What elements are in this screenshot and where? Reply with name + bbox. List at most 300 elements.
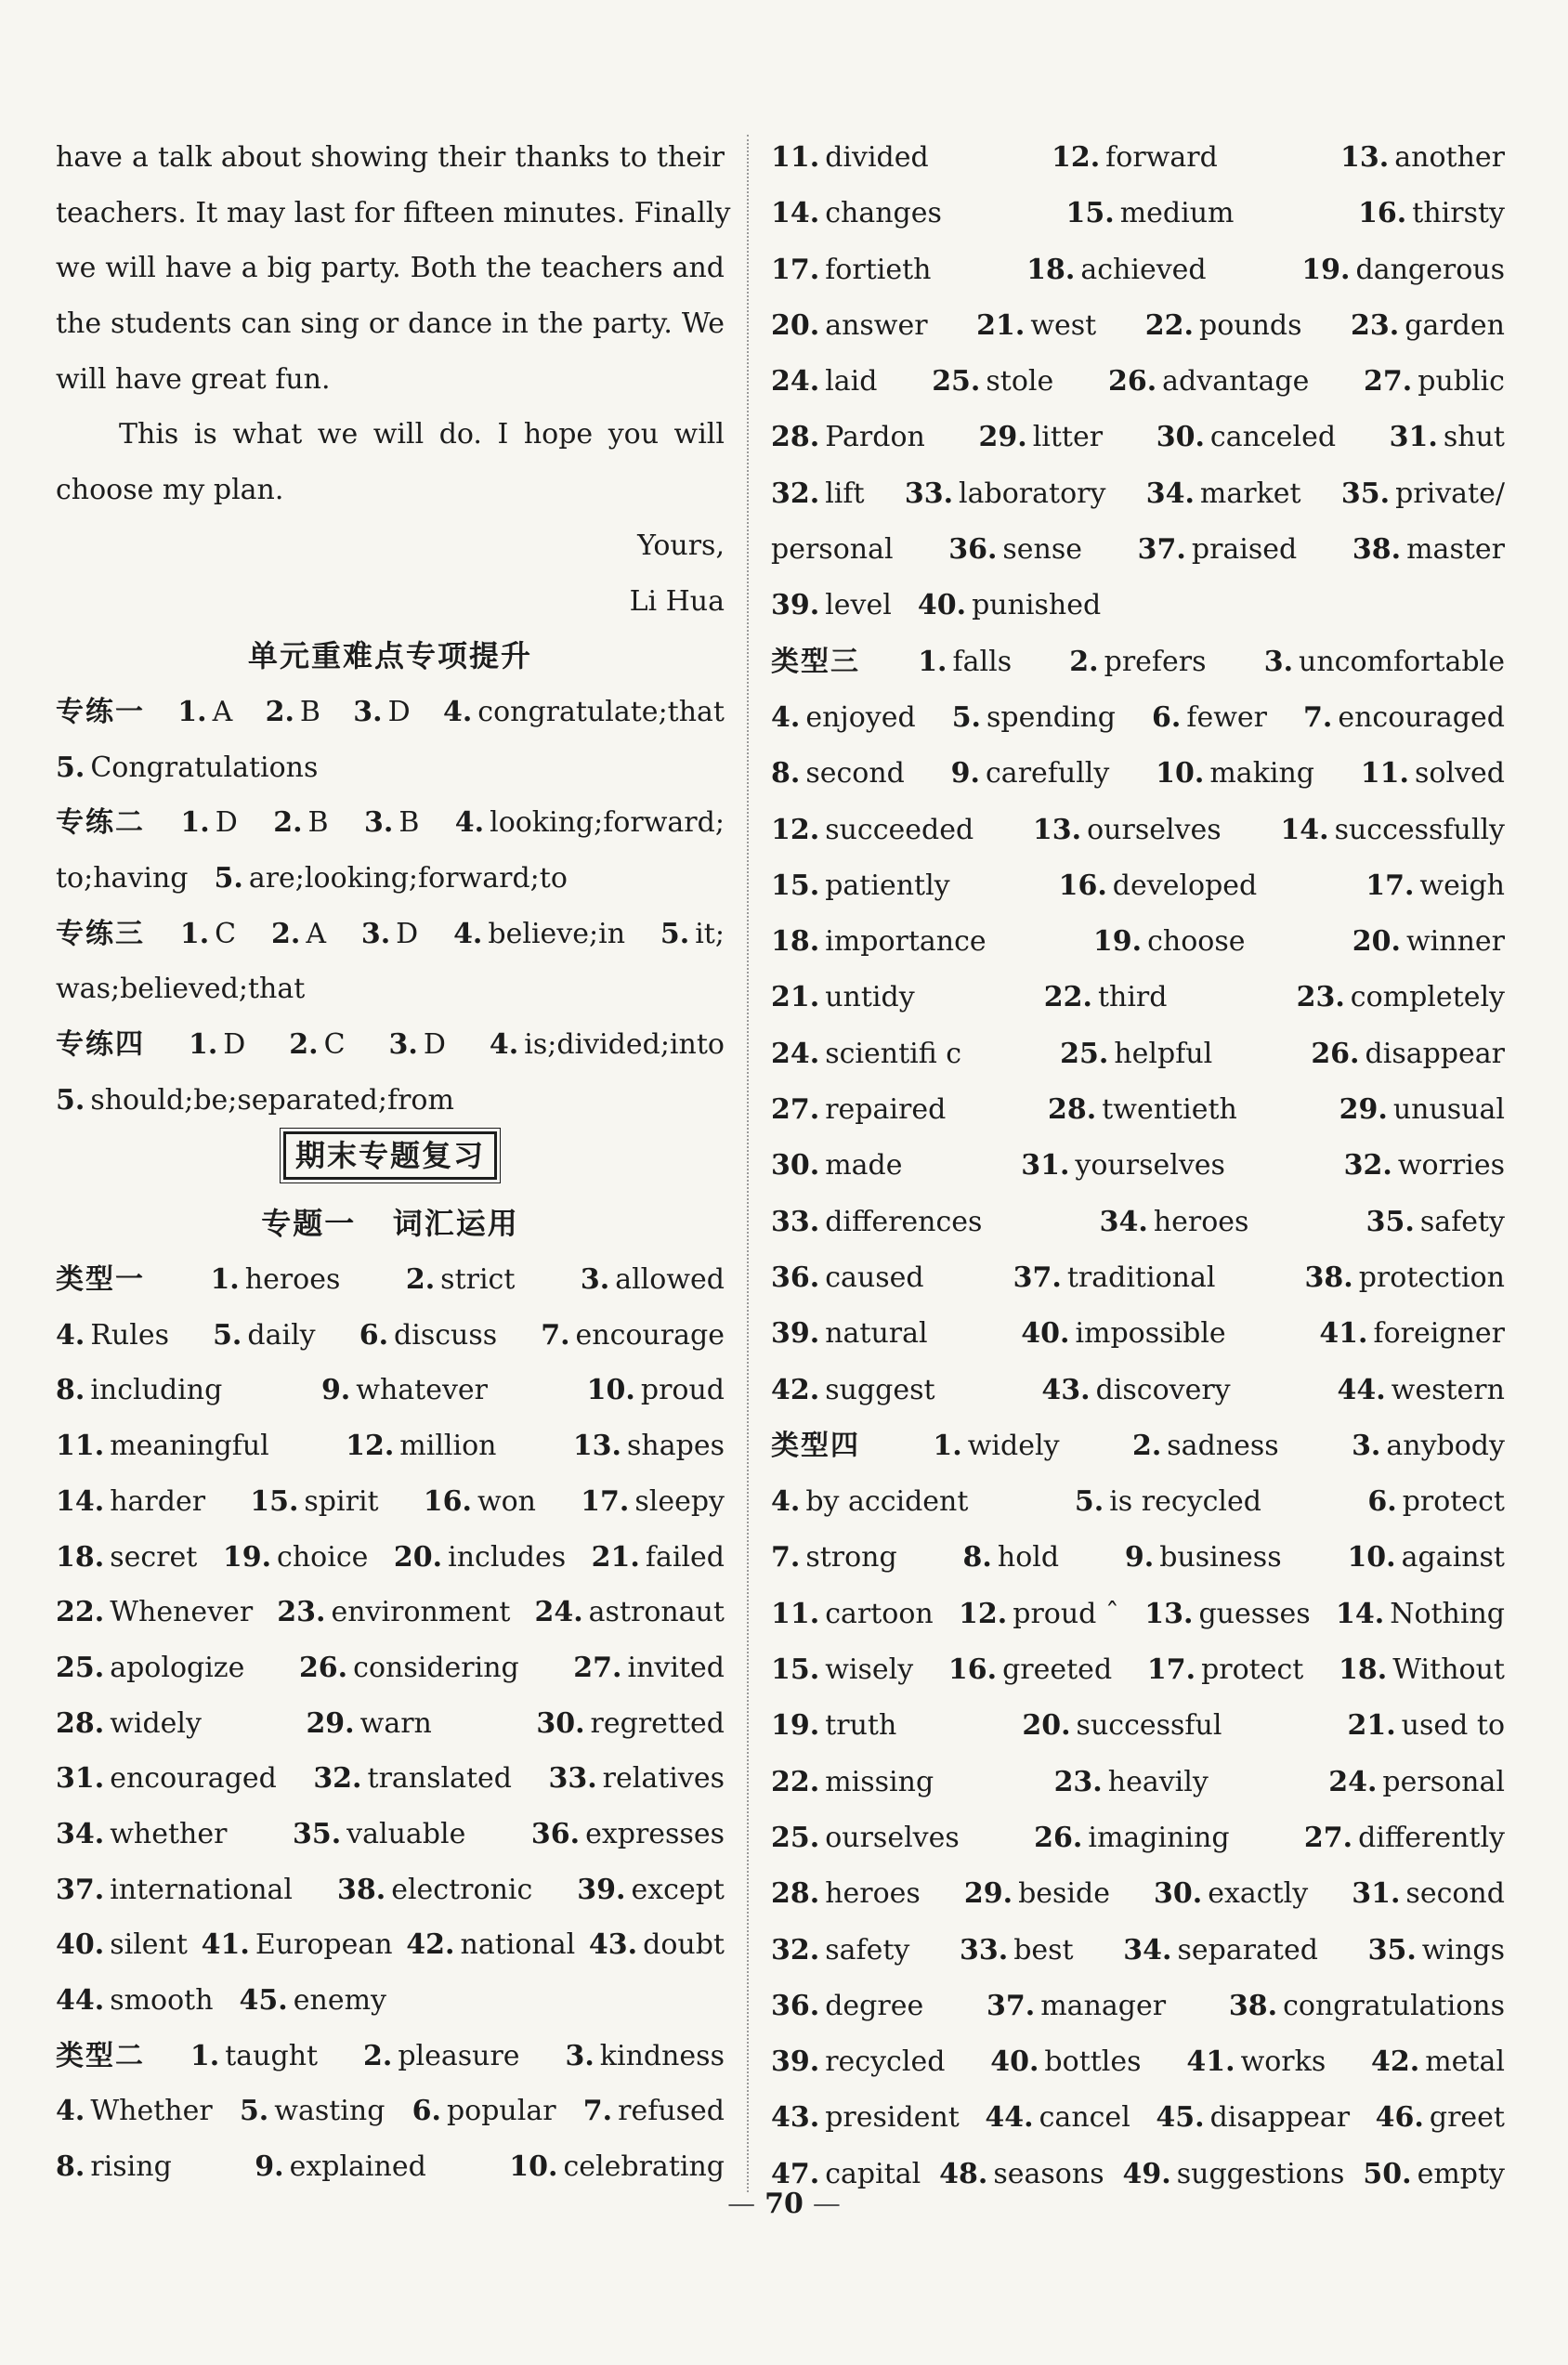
answer-item: [771, 2090, 960, 2146]
answer-item: [289, 1017, 345, 1073]
answer-number: 15.: [771, 869, 820, 902]
letter-closing: [56, 407, 725, 517]
answer-number: 9.: [950, 757, 980, 791]
answer-value: are;looking;forward;to: [248, 861, 568, 895]
answer-item: [1059, 858, 1258, 914]
answer-item: [771, 1363, 935, 1418]
answer-value: litter: [1032, 421, 1104, 454]
answer-number: 7.: [582, 2095, 613, 2128]
text-line: the students can sing or dance in the party. We: [56, 307, 725, 341]
answer-item: [202, 1917, 393, 1973]
answer-value: divided: [825, 141, 929, 174]
answer-number: 27.: [573, 1651, 622, 1684]
answer-number: 1.: [179, 917, 210, 950]
answer-line: [56, 1017, 725, 1073]
answer-number: 2.: [289, 1028, 319, 1061]
answer-value: proud ˆ: [1013, 1597, 1119, 1630]
answer-value: by accident: [805, 1485, 969, 1519]
answer-number: 36.: [948, 533, 998, 567]
answer-item: [1186, 2034, 1326, 2090]
answer-item: [240, 1973, 386, 2029]
answer-item: [1367, 1474, 1505, 1530]
answer-value: taught: [225, 2039, 319, 2072]
answer-item: [56, 2139, 172, 2195]
answer-value: differences: [825, 1205, 983, 1238]
answer-number: 14.: [56, 1484, 105, 1518]
answer-value: beside: [1018, 1877, 1110, 1911]
answer-value: strict: [440, 1263, 516, 1297]
answer-item: [771, 1474, 968, 1530]
answer-value: uncomfortable: [1299, 645, 1505, 678]
answer-item: [1054, 1755, 1209, 1810]
answer-item: [1147, 1642, 1303, 1698]
answer-number: 25.: [932, 365, 981, 399]
answer-item: [583, 2084, 725, 2139]
answer-line: [56, 795, 725, 851]
answer-item: [1328, 1755, 1505, 1810]
answer-item: [56, 1640, 244, 1696]
answer-number: 17.: [1146, 1653, 1196, 1687]
answer-value: greeted: [1002, 1653, 1113, 1687]
answer-value: hold: [997, 1541, 1060, 1574]
answer-value: Whether: [90, 2095, 213, 2128]
answer-value: shut: [1443, 421, 1505, 454]
answer-item: [948, 522, 1082, 578]
answer-item: [412, 2084, 556, 2139]
answer-number: 45.: [1156, 2101, 1205, 2135]
answer-value: failed: [645, 1540, 725, 1574]
answer-value: falls: [952, 645, 1013, 678]
answer-value: master: [1406, 533, 1505, 567]
answer-number: 23.: [277, 1596, 326, 1629]
answer-value: personal: [1382, 1765, 1505, 1798]
answer-number: 1.: [210, 1263, 240, 1297]
answer-line: [56, 1530, 725, 1586]
answer-number: 28.: [771, 421, 820, 454]
answer-item: to;having: [56, 861, 189, 895]
answer-value: choose: [1147, 925, 1246, 959]
answer-number: 9.: [255, 2150, 284, 2184]
answer-item: [1033, 803, 1222, 858]
answer-number: 39.: [771, 589, 820, 622]
answer-item: [771, 1082, 946, 1138]
answer-number: 1.: [177, 695, 207, 728]
answer-value: achieved: [1080, 253, 1207, 286]
answer-number: 5.: [56, 1083, 85, 1117]
answer-number: 14.: [1335, 1597, 1385, 1630]
answer-line: [56, 1585, 725, 1640]
answer-value: considering: [353, 1651, 519, 1684]
answer-value: against: [1401, 1541, 1505, 1574]
section-title-unit: 单元重难点专项提升: [247, 638, 532, 674]
answer-value: best: [1013, 1933, 1074, 1966]
answer-value: spending: [987, 700, 1117, 734]
answer-number: 5.: [660, 917, 690, 950]
text-line: teachers. It may last for fifteen minutes. Finally: [56, 196, 731, 229]
answer-item: personal: [771, 533, 894, 567]
answer-number: 2.: [1069, 645, 1099, 678]
answer-value: protection: [1358, 1261, 1505, 1294]
answer-number: 4.: [454, 806, 485, 840]
answer-number: 1.: [189, 2039, 220, 2072]
answer-item: [771, 2034, 945, 2090]
answer-line: [771, 1195, 1505, 1250]
answer-number: 34.: [1145, 477, 1195, 510]
answer-value: anybody: [1386, 1429, 1505, 1462]
answer-line: [771, 466, 1505, 522]
answer-item: [56, 1073, 454, 1129]
answer-value: expresses: [585, 1817, 725, 1850]
answer-number: 8.: [771, 757, 801, 791]
answer-item: [1344, 1138, 1505, 1194]
answer-value: yourselves: [1075, 1149, 1225, 1182]
answer-item: [976, 298, 1096, 354]
answer-item: [1125, 1530, 1282, 1586]
answer-value: seasons: [993, 2157, 1104, 2190]
answer-line: [771, 1979, 1505, 2034]
answer-item: [1297, 970, 1505, 1026]
answer-item: [266, 685, 320, 740]
answer-item: [964, 1866, 1110, 1922]
answer-item: [1364, 354, 1505, 410]
answer-number: 21.: [976, 308, 1026, 342]
column-divider: [747, 135, 749, 2192]
answer-number: 41.: [1186, 2045, 1235, 2079]
answer-item: [1034, 1810, 1229, 1866]
answer-number: 22.: [1144, 308, 1194, 342]
answer-value: warn: [359, 1706, 432, 1740]
answer-value: importance: [825, 925, 987, 959]
answer-value: allowed: [615, 1263, 725, 1297]
answer-value: president: [825, 2101, 960, 2135]
answer-item: [363, 2029, 520, 2084]
answer-value: suggest: [825, 1373, 935, 1406]
answer-value: ourselves: [1087, 813, 1222, 846]
answer-item: [987, 1979, 1166, 2034]
answer-item: [978, 410, 1103, 465]
answer-value: sadness: [1167, 1429, 1279, 1462]
answer-item: [581, 1474, 725, 1530]
answer-value: metal: [1425, 2045, 1505, 2079]
answer-item: [933, 1418, 1059, 1474]
answer-item: [1305, 1250, 1505, 1306]
answer-value: pleasure: [398, 2039, 520, 2072]
answer-value: advantage: [1162, 365, 1310, 399]
answer-value: pounds: [1198, 308, 1302, 342]
answer-value: caused: [825, 1261, 924, 1294]
answer-item: [1339, 1642, 1505, 1698]
answer-value: heroes: [1153, 1205, 1249, 1238]
answer-item: [1319, 1306, 1505, 1362]
answer-number: 13.: [1340, 141, 1390, 174]
answer-item: [1351, 298, 1505, 354]
page-number: 70: [764, 2188, 804, 2220]
answer-value: canceled: [1209, 421, 1337, 454]
answer-item: [56, 1751, 277, 1807]
answer-number: 34.: [1099, 1205, 1148, 1238]
answer-number: 3.: [1352, 1429, 1381, 1462]
answer-value: forward: [1105, 141, 1218, 174]
answer-item: [771, 242, 932, 298]
answer-line: [771, 2090, 1505, 2146]
answer-number: 40.: [990, 2045, 1039, 2079]
answer-item: [771, 1530, 897, 1586]
answer-number: 3.: [388, 1028, 418, 1061]
answer-value: regretted: [590, 1706, 725, 1740]
answer-item: [771, 130, 929, 186]
answer-item: [1352, 1418, 1505, 1474]
answer-value: successful: [1076, 1709, 1222, 1743]
answer-value: disappear: [1365, 1037, 1505, 1070]
answer-item: [1339, 1082, 1505, 1138]
answer-number: 5.: [56, 751, 85, 784]
answer-line: [771, 1138, 1505, 1194]
answer-value: cancel: [1039, 2101, 1130, 2135]
answer-item: [1347, 1530, 1505, 1586]
answer-value: A: [212, 695, 233, 728]
answer-number: 19.: [222, 1540, 272, 1574]
answer-value: Pardon: [825, 421, 925, 454]
answer-number: 29.: [978, 421, 1027, 454]
answer-number: 12.: [771, 813, 820, 846]
answer-value: capital: [825, 2157, 921, 2190]
answer-value: including: [90, 1374, 223, 1407]
answer-value: protect: [1402, 1485, 1505, 1519]
answer-item: [455, 795, 725, 851]
answer-line: [771, 578, 1505, 634]
answer-value: second: [805, 757, 905, 791]
answer-line: [771, 1306, 1505, 1362]
answer-line: [771, 2034, 1505, 2090]
answer-number: 17.: [581, 1484, 630, 1518]
answer-number: 36.: [771, 1261, 820, 1294]
answer-item: [180, 795, 237, 851]
answer-number: 19.: [1092, 925, 1143, 959]
answer-value: succeeded: [825, 813, 974, 846]
answer-item: [389, 1017, 446, 1073]
answer-number: 23.: [1296, 981, 1345, 1014]
answer-number: 39.: [771, 2045, 820, 2079]
answer-value: cartoon: [825, 1597, 934, 1630]
answer-value: invited: [627, 1651, 725, 1684]
right-column: [771, 130, 1505, 2202]
answer-value: disappear: [1209, 2101, 1351, 2135]
answer-number: 5.: [213, 1318, 242, 1352]
answer-value: empty: [1417, 2157, 1505, 2190]
answer-value: western: [1391, 1373, 1505, 1406]
answer-item: [932, 354, 1053, 410]
answer-item: [1368, 1923, 1505, 1979]
answer-number: 44.: [56, 1984, 105, 2017]
answer-item: 专练一: [56, 695, 145, 728]
answer-number: 22.: [56, 1596, 105, 1629]
answer-value: made: [825, 1149, 903, 1182]
answer-value: C: [215, 917, 237, 950]
answer-item: [534, 1585, 725, 1640]
answer-value: Whenever: [110, 1596, 254, 1629]
answer-line: [56, 1862, 725, 1918]
answer-value: Without: [1392, 1653, 1505, 1687]
answer-item: [293, 1807, 465, 1862]
answer-item: [313, 1751, 512, 1807]
answer-value: imagining: [1088, 1821, 1230, 1854]
answer-item: [541, 1308, 725, 1364]
answer-value: encourage: [575, 1318, 725, 1352]
answer-item: 类型一: [56, 1263, 145, 1297]
answer-number: 38.: [1304, 1261, 1353, 1294]
answer-line: [56, 1418, 725, 1474]
answer-number: 29.: [1339, 1093, 1388, 1127]
answer-value: won: [477, 1484, 536, 1518]
answer-number: 2.: [1131, 1429, 1162, 1462]
answer-value: public: [1418, 365, 1505, 399]
answer-number: 4.: [453, 917, 483, 950]
answer-number: 38.: [1228, 1989, 1278, 2022]
answer-number: 17.: [1365, 869, 1415, 902]
answer-value: rising: [90, 2150, 172, 2184]
answer-item: [660, 907, 725, 962]
answer-line: [771, 186, 1505, 242]
answer-number: 10.: [1156, 757, 1205, 791]
answer-number: 3.: [1263, 645, 1294, 678]
answer-number: 33.: [960, 1933, 1009, 1966]
answer-item: [1352, 914, 1505, 970]
answer-value: includes: [448, 1540, 567, 1574]
answer-value: degree: [825, 1989, 924, 2022]
answer-value: developed: [1112, 869, 1258, 902]
answer-value: stole: [986, 365, 1054, 399]
answer-value: Rules: [90, 1318, 169, 1352]
answer-item: [771, 1138, 903, 1194]
answer-value: discuss: [394, 1318, 498, 1352]
answer-value: untidy: [825, 981, 915, 1014]
answer-item: [1144, 1587, 1310, 1642]
answer-item: [240, 2084, 385, 2139]
answer-item: [1100, 1195, 1249, 1250]
answer-value: environment: [331, 1596, 511, 1629]
answer-item: [1044, 970, 1168, 1026]
answer-number: 14.: [771, 197, 820, 230]
answer-number: 31.: [56, 1762, 105, 1796]
answer-value: traditional: [1066, 1261, 1216, 1294]
answer-line: [771, 746, 1505, 802]
answer-number: 37.: [1013, 1261, 1062, 1294]
vocab-answers: [56, 1252, 725, 2195]
answer-value: C: [323, 1028, 346, 1061]
answer-item: [771, 858, 950, 914]
answer-line: [771, 1587, 1505, 1642]
answer-item: [406, 1252, 516, 1308]
answer-number: 26.: [1107, 365, 1157, 399]
answer-value: thirsty: [1412, 197, 1505, 230]
answer-number: 33.: [771, 1205, 820, 1238]
answer-value: natural: [825, 1317, 928, 1351]
answer-number: 1.: [188, 1028, 218, 1061]
answer-line: [56, 1363, 725, 1418]
answer-value: works: [1240, 2045, 1326, 2079]
answer-item: [771, 466, 865, 522]
answer-number: 17.: [771, 253, 820, 286]
answer-number: 11.: [56, 1430, 105, 1463]
answer-item: [771, 1306, 928, 1362]
answer-number: 3.: [565, 2039, 595, 2072]
answer-item: [177, 685, 232, 740]
answer-number: 42.: [771, 1373, 820, 1406]
answer-number: 2.: [265, 695, 294, 728]
answer-number: 15.: [250, 1484, 299, 1518]
answer-line: [56, 1252, 725, 1308]
answer-item: [771, 1642, 913, 1698]
answer-number: 20.: [1022, 1709, 1071, 1743]
answer-number: 3.: [360, 917, 391, 950]
answer-number: 43.: [588, 1928, 638, 1962]
answer-value: proud: [640, 1374, 725, 1407]
answer-number: 32.: [313, 1762, 362, 1796]
answer-number: 13.: [1032, 813, 1082, 846]
answer-item: [321, 1363, 488, 1418]
answer-value: unusual: [1392, 1093, 1505, 1127]
answer-number: 30.: [1156, 421, 1205, 454]
answer-number: 27.: [771, 1093, 820, 1127]
answer-item: 专练三: [56, 917, 145, 950]
answer-number: 32.: [771, 1933, 820, 1966]
answer-item: [1361, 746, 1505, 802]
answer-number: 31.: [1021, 1149, 1070, 1182]
answer-number: 21.: [771, 981, 820, 1014]
answer-value: sense: [1002, 533, 1083, 567]
answer-item: [948, 1642, 1112, 1698]
answer-value: weigh: [1419, 869, 1505, 902]
answer-item: [56, 740, 318, 796]
answer-item: [1013, 1250, 1216, 1306]
answer-number: 11.: [771, 141, 820, 174]
answer-value: garden: [1405, 308, 1505, 342]
answer-item: [771, 803, 973, 858]
answer-value: recycled: [825, 2045, 946, 2079]
answer-number: 24.: [534, 1596, 583, 1629]
answer-line: [56, 2139, 725, 2195]
answer-number: 8.: [56, 1374, 85, 1407]
answer-value: wasting: [274, 2095, 385, 2128]
answer-number: 40.: [56, 1928, 105, 1962]
answer-value: guesses: [1198, 1597, 1311, 1630]
answer-item: [952, 690, 1116, 746]
answer-line: [771, 354, 1505, 410]
answer-item: [1280, 803, 1505, 858]
answer-item: [1075, 1474, 1261, 1530]
answer-line: [771, 1026, 1505, 1082]
answer-value: popular: [446, 2095, 556, 2128]
answer-number: 16.: [423, 1484, 472, 1518]
answer-item: [771, 1195, 982, 1250]
answer-number: 16.: [1358, 197, 1407, 230]
answer-number: 28.: [771, 1877, 820, 1911]
answer-item: [56, 1807, 227, 1862]
answer-line: [56, 1751, 725, 1807]
answer-line: [771, 690, 1505, 746]
answer-number: 18.: [1339, 1653, 1388, 1687]
answer-value: secret: [110, 1540, 198, 1574]
answer-item: [56, 1917, 188, 1973]
answer-value: wings: [1421, 1933, 1505, 1966]
answer-item: [587, 1363, 725, 1418]
answer-value: truth: [825, 1709, 897, 1743]
answer-item: [1371, 2034, 1505, 2090]
answer-number: 2.: [362, 2039, 393, 2072]
answer-number: 10.: [509, 2150, 558, 2184]
answer-value: third: [1097, 981, 1168, 1014]
answer-line: [771, 858, 1505, 914]
